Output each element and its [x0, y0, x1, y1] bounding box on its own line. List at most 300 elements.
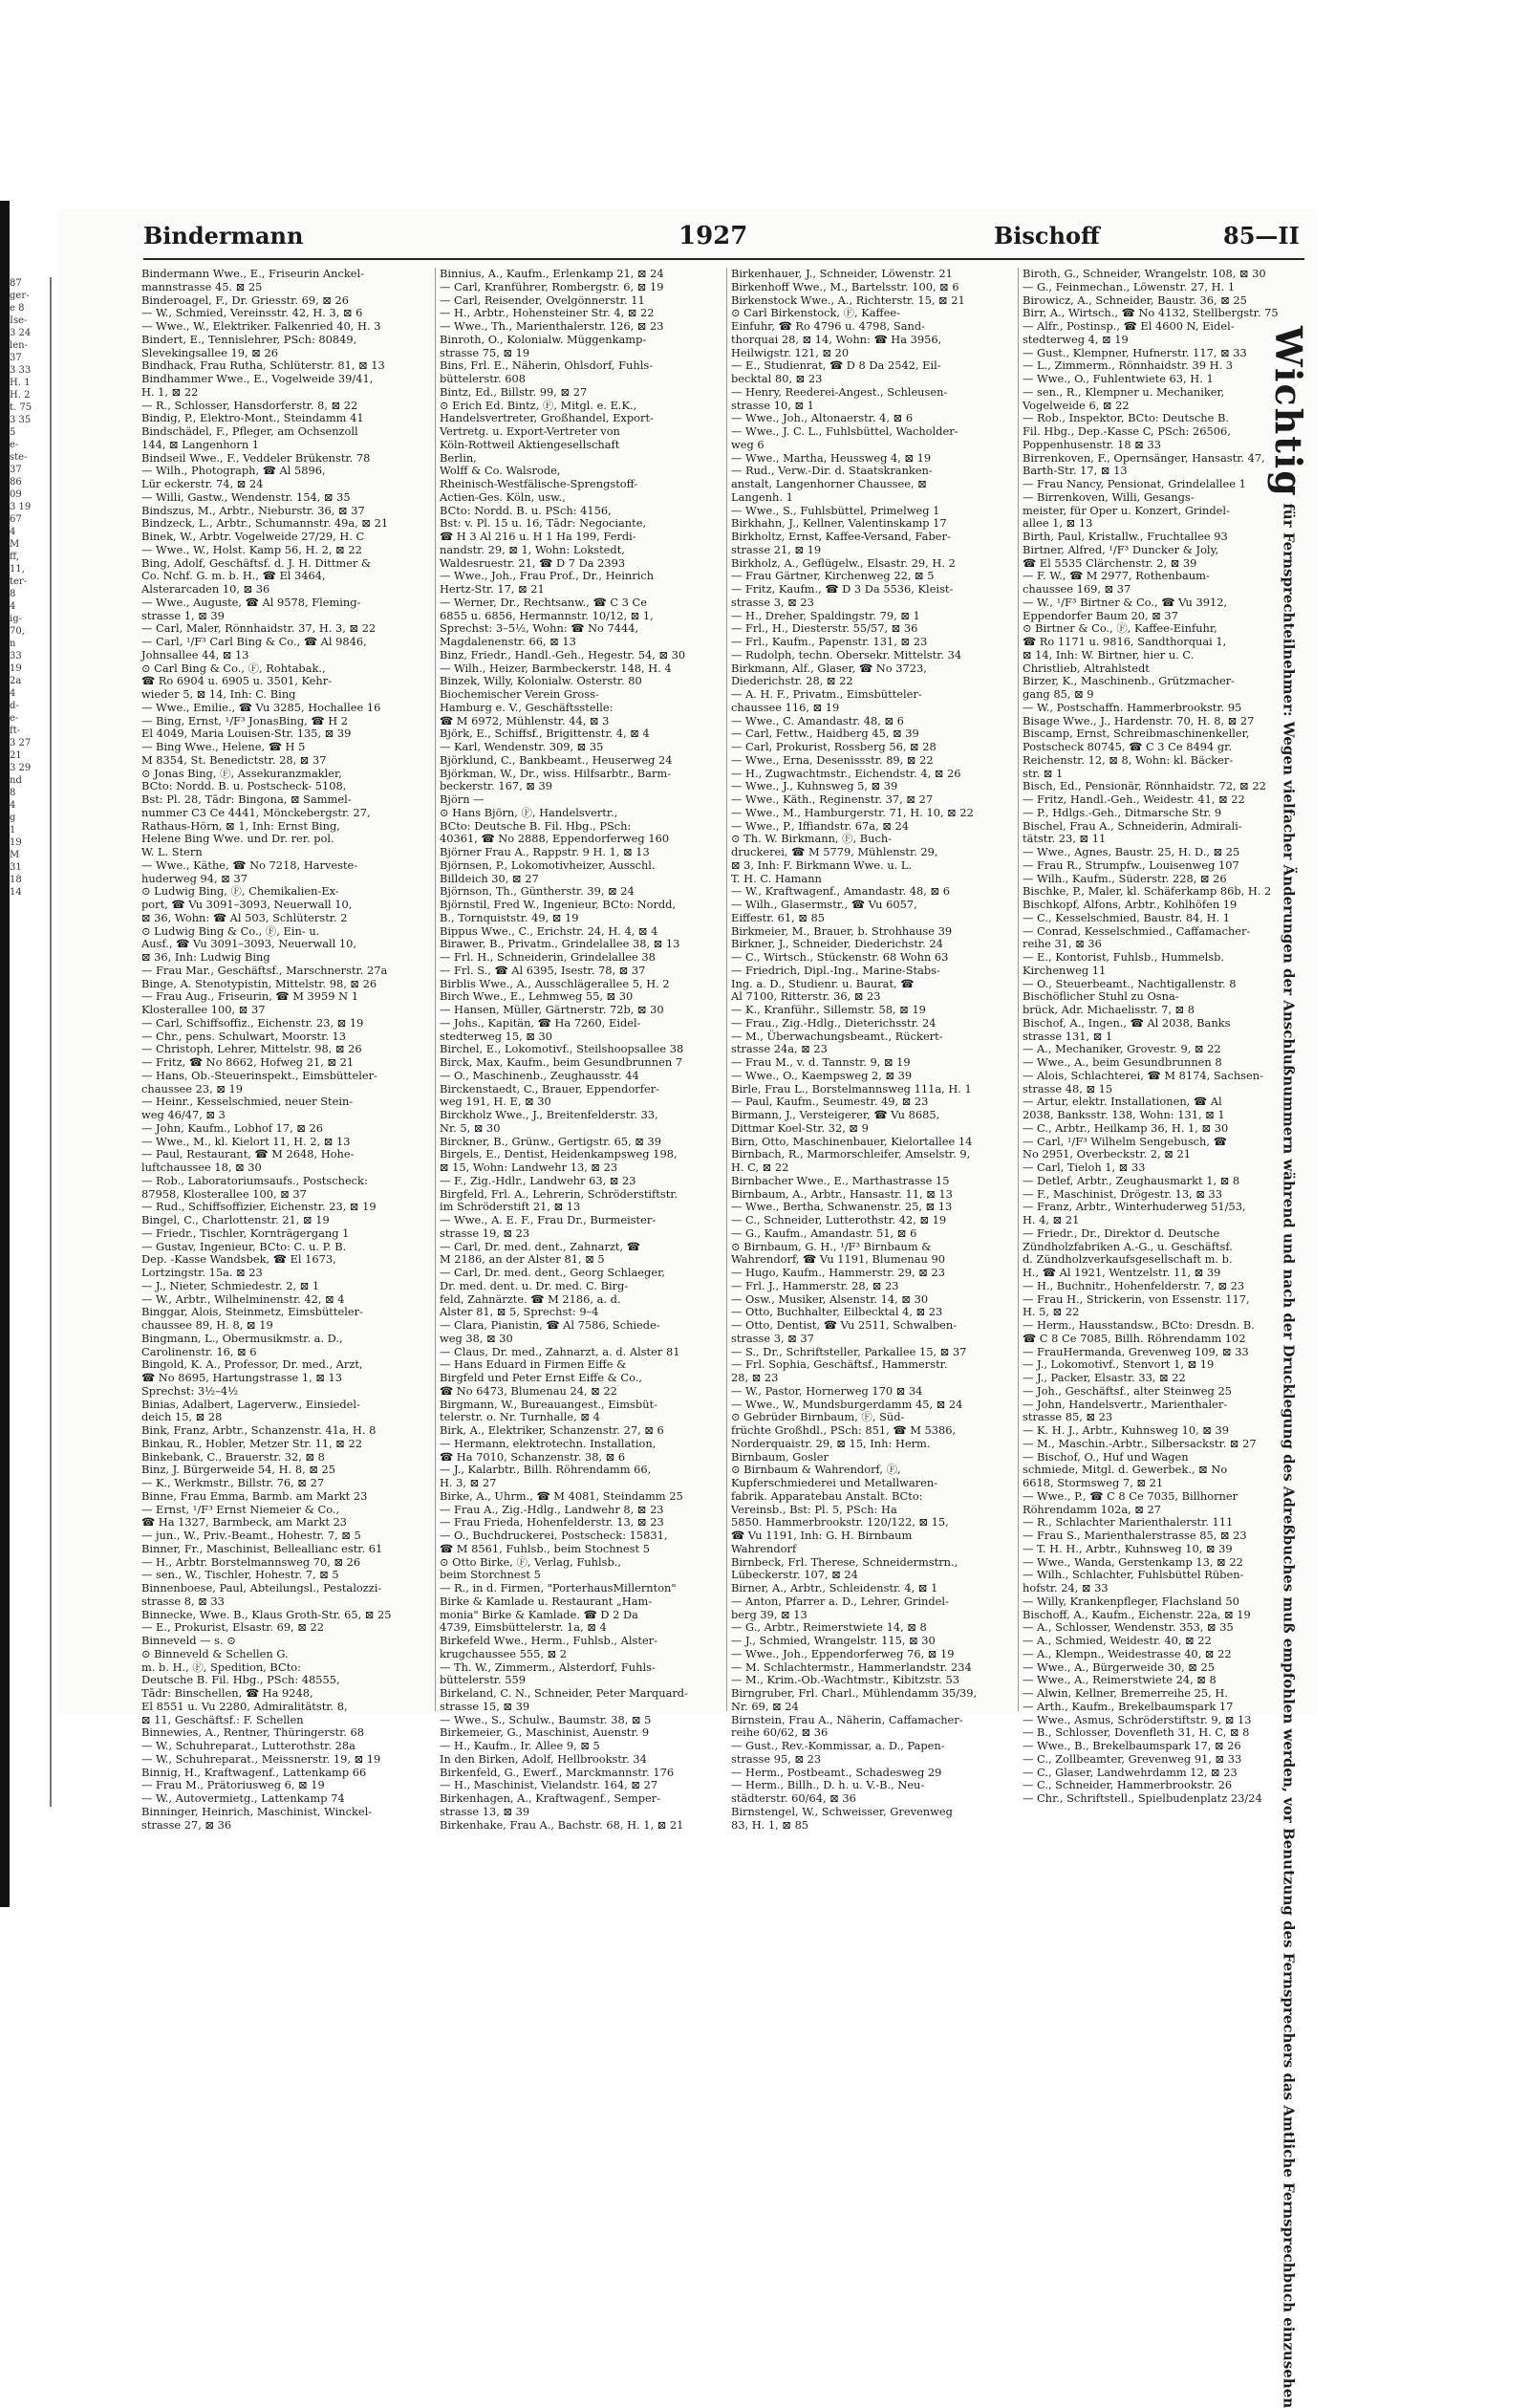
directory-entry: ☎ Ro 6904 u. 6905 u. 3501, Kehr-: [141, 674, 333, 688]
previous-page-fragment: e-: [10, 713, 19, 724]
directory-entry: strasse 85, ⊠ 23: [1023, 1410, 1113, 1424]
directory-entry: Birkefeld Wwe., Herm., Fuhlsb., Alster-: [440, 1634, 658, 1647]
directory-entry: Poppenhusenstr. 18 ⊠ 33: [1023, 437, 1161, 451]
directory-entry: Binek, W., Arbtr. Vogelweide 27/29, H. C: [141, 530, 365, 543]
page-header: [143, 218, 1304, 258]
directory-entry: — Carl, Tieloh 1, ⊠ 33: [1023, 1161, 1146, 1174]
directory-entry: — W., Schuhreparat., Meissnerstr. 19, ⊠ 19: [141, 1751, 381, 1766]
previous-page-fragment: 67: [10, 514, 22, 525]
previous-page-fragment: 8: [10, 589, 16, 599]
directory-entry: ⊙ Birnbaum & Wahrendorf, Ⓕ,: [731, 1463, 901, 1477]
directory-entry: Birkenstock Wwe., A., Richterstr. 15, ⊠ 21: [731, 293, 965, 307]
previous-page-fragment: 37: [10, 353, 22, 363]
previous-page-fragment: 09: [10, 489, 22, 500]
directory-entry: Birkmeier, M., Brauer, b. Strohhause 39: [731, 923, 953, 938]
directory-entry: — Carl, ¹/F³ Carl Bing & Co., ☎ Al 9846,: [141, 635, 367, 648]
directory-entry: Actien-Ges. Köln, usw.,: [440, 489, 566, 504]
directory-entry: B., Tornquiststr. 49, ⊠ 19: [440, 910, 579, 924]
directory-entry: — Wwe., Th., Marienthalerstr. 126, ⊠ 23: [440, 319, 664, 333]
scan-border: [0, 201, 10, 1907]
directory-entry: — Wwe., Joh., Altonaerstr. 4, ⊠ 6: [731, 411, 914, 425]
directory-entry: Wolff & Co. Walsrode,: [440, 464, 561, 478]
directory-entry: ☎ M 6972, Mühlenstr. 44, ⊠ 3: [440, 713, 610, 727]
directory-entry: Birkenfeld, G., Ewerf., Marckmannstr. 176: [440, 1765, 675, 1779]
directory-entry: — K., Kranführ., Sillemstr. 58, ⊠ 19: [731, 1003, 926, 1016]
directory-entry: Hertz-Str. 17, ⊠ 21: [440, 582, 545, 596]
directory-entry: ⊙ Binneveld & Schellen G.: [141, 1646, 289, 1660]
directory-entry: Birth, Paul, Kristallw., Fruchtallee 93: [1023, 530, 1228, 543]
directory-entry: berg 39, ⊠ 13: [731, 1607, 808, 1621]
directory-entry: T. H. C. Hamann: [731, 871, 822, 885]
directory-entry: — Wwe., M., kl. Kielort 11, H. 2, ⊠ 13: [141, 1134, 351, 1148]
directory-entry: Ausf., ☎ Vu 3091–3093, Neuerwall 10,: [141, 937, 357, 951]
previous-page-fragment: 19: [10, 837, 22, 848]
directory-entry: Birckholz Wwe., J., Breitenfelderstr. 33,: [440, 1108, 658, 1121]
directory-entry: Binnewies, A., Rentner, Thüringerstr. 68: [141, 1725, 364, 1740]
directory-entry: — Frau., Zig.-Hdlg., Dieterichsstr. 24: [731, 1015, 937, 1030]
directory-entry: Biscamp, Ernst, Schreibmaschinenkeller,: [1023, 727, 1250, 741]
directory-entry: — Wwe., J. C. L., Fuhlsbüttel, Wacholder-: [731, 424, 958, 438]
directory-entry: strasse 1, ⊠ 39: [141, 608, 225, 622]
directory-entry: — Joh., Geschäftsf., alter Steinweg 25: [1023, 1383, 1232, 1398]
directory-entry: ☎ El 5535 Clärchenstr. 2, ⊠ 39: [1023, 555, 1197, 570]
directory-entry: Bing, Adolf, Geschäftsf. d. J. H. Dittmer &: [141, 555, 372, 570]
directory-entry: — Arth., Kaufm., Brekelbaumspark 17: [1023, 1699, 1234, 1713]
directory-entry: büttelerstr. 559: [440, 1673, 526, 1687]
directory-entry: Birgfeld, Frl. A., Lehrerin, Schröderstiftstr.: [440, 1186, 678, 1201]
directory-entry: — Frl. S., ☎ Al 6395, Isestr. 78, ⊠ 37: [440, 963, 646, 977]
directory-entry: Bindert, E., Tennislehrer, PSch: 80849,: [141, 332, 357, 346]
directory-entry: — R., Schlosser, Hansdorferstr. 8, ⊠ 22: [141, 398, 358, 412]
directory-entry: anstalt, Langenhorner Chaussee, ⊠: [731, 477, 927, 490]
directory-entry: weg 38, ⊠ 30: [440, 1331, 513, 1345]
directory-entry: Birkholz, A., Geflügelw., Elsastr. 29, H. 2: [731, 555, 956, 570]
directory-entry: Björnstil, Fred W., Ingenieur, BCto: Nordd,: [440, 898, 677, 911]
directory-entry: Bischel, Frau A., Schneiderin, Admirali-: [1023, 818, 1242, 833]
directory-entry: — Frl. Sophia, Geschäftsf., Hammerstr.: [731, 1357, 948, 1372]
directory-entry: Birmann, J., Versteigerer, ☎ Vu 8685,: [731, 1108, 940, 1121]
previous-page-fragment: 70,: [10, 626, 25, 637]
previous-page-fragment: ter-: [10, 576, 28, 587]
directory-entry: Birnstengel, W., Schweisser, Grevenweg: [731, 1804, 953, 1818]
directory-entry: Nr. 5, ⊠ 30: [440, 1120, 501, 1135]
directory-entry: H., ☎ Al 1921, Wentzelstr. 11, ⊠ 39: [1023, 1266, 1221, 1279]
directory-entry: ☎ H 3 Al 216 u. H 1 Ha 199, Ferdi-: [440, 530, 636, 543]
directory-entry: 6618, Stormsweg 7, ⊠ 21: [1023, 1476, 1164, 1489]
directory-entry: monia" Birke & Kamlade. ☎ D 2 Da: [440, 1607, 638, 1621]
directory-entry: Birnbaum, A., Arbtr., Hansastr. 11, ⊠ 13: [731, 1186, 953, 1201]
directory-entry: — Wwe., B., Brekelbaumspark 17, ⊠ 26: [1023, 1739, 1241, 1752]
directory-entry: — T. H. H., Arbtr., Kuhnsweg 10, ⊠ 39: [1023, 1541, 1233, 1555]
directory-entry: schmiede, Mitgl. d. Gewerbek., ⊠ No: [1023, 1463, 1228, 1477]
directory-entry: — Bing, Ernst, ¹/F³ JonasBing, ☎ H 2: [141, 713, 349, 727]
directory-entry: Carolinenstr. 16, ⊠ 6: [141, 1344, 257, 1358]
directory-entry: — Wwe., Joh., Eppendorferweg 76, ⊠ 19: [731, 1646, 955, 1660]
directory-entry: — Gust., Rev.-Kommissar, a. D., Papen-: [731, 1739, 945, 1752]
directory-entry: — E., Prokurist, Elsastr. 69, ⊠ 22: [141, 1620, 324, 1635]
directory-entry: — Wwe., C. Amandastr. 48, ⊠ 6: [731, 713, 904, 727]
directory-entry: — Wwe., A., beim Gesundbrunnen 8: [1023, 1055, 1222, 1069]
directory-entry: — H., Kaufm., Ir. Allee 9, ⊠ 5: [440, 1739, 600, 1752]
directory-entry: — Frau M., Prätoriusweg 6, ⊠ 19: [141, 1778, 325, 1792]
directory-entry: — C., Schneider, Lutterothstr. 42, ⊠ 19: [731, 1213, 947, 1226]
directory-entry: Waldesruestr. 21, ☎ D 7 Da 2393: [440, 555, 626, 570]
previous-page-fragment: 18: [10, 875, 22, 885]
directory-entry: BCto: Nordd. B. u. PSch: 4156,: [440, 503, 612, 517]
directory-entry: Wahrendorf: [731, 1541, 797, 1555]
directory-entry: Birchel, E., Lokomotivf., Steilshoopsallee 38: [440, 1042, 684, 1056]
previous-page-fragment: 1: [10, 825, 16, 835]
directory-entry: Helene Bing Wwe. und Dr. rer. pol.: [141, 832, 334, 846]
directory-entry: hofstr. 24, ⊠ 33: [1023, 1581, 1109, 1594]
directory-entry: Hamburg e. V., Geschäftsstelle:: [440, 700, 614, 714]
directory-entry: Co. Nchf. G. m. b. H., ☎ El 3464,: [141, 569, 326, 583]
directory-entry: strasse 10, ⊠ 1: [731, 398, 814, 412]
directory-entry: — Wwe., O., Fuhlentwiete 63, H. 1: [1023, 372, 1214, 385]
directory-entry: gang 85, ⊠ 9: [1023, 687, 1094, 701]
directory-entry: luftchaussee 18, ⊠ 30: [141, 1161, 262, 1174]
directory-entry: — O., Buchdruckerei, Postscheck: 15831,: [440, 1529, 668, 1542]
page-number: 85—II: [1223, 222, 1300, 249]
directory-entry: — Gustav, Ingenieur, BCto: C. u. P. B.: [141, 1239, 347, 1253]
previous-page-fragment: 87: [10, 278, 22, 289]
directory-entry: — Wwe., S., Schulw., Baumstr. 38, ⊠ 5: [440, 1712, 652, 1726]
directory-entry: Björner Frau A., Rappstr. 9 H. 1, ⊠ 13: [440, 845, 650, 858]
previous-page-fragment: len-: [10, 340, 28, 351]
directory-entry: Magdalenenstr. 66, ⊠ 13: [440, 635, 576, 648]
directory-entry: nummer C3 Ce 4441, Mönckebergstr. 27,: [141, 805, 371, 819]
directory-entry: — John, Kaufm., Lobhof 17, ⊠ 26: [141, 1120, 324, 1135]
directory-entry: — Wwe., W., Elektriker. Falkenried 40, H. 3: [141, 319, 381, 333]
directory-entry: — H., Buchnitr., Hohenfelderstr. 7, ⊠ 23: [1023, 1278, 1245, 1292]
directory-entry: ☎ Vu 1191, Inh: G. H. Birnbaum: [731, 1529, 913, 1542]
previous-page-fragment: 3 24: [10, 328, 32, 338]
directory-entry: Bisage Wwe., J., Hardenstr. 70, H. 8, ⊠ 27: [1023, 713, 1255, 727]
directory-entry: — R., in d. Firmen, "PorterhausMillernton": [440, 1581, 677, 1594]
directory-entry: — FrauHermanda, Grevenweg 109, ⊠ 33: [1023, 1344, 1249, 1358]
directory-entry: Christlieb, Altrahlstedt: [1023, 661, 1150, 675]
previous-page-fragment: 33: [10, 651, 22, 662]
directory-entry: Björnsen, P., Lokomotivheizer, Ausschl.: [440, 857, 656, 872]
directory-entry: Bischof, A., Ingen., ☎ Al 2038, Banks: [1023, 1015, 1231, 1030]
directory-entry: Deutsche B. Fil. Hbg., PSch: 48555,: [141, 1673, 340, 1687]
directory-entry: — Osw., Musiker, Alsenstr. 14, ⊠ 30: [731, 1291, 929, 1306]
directory-entry: Rathaus-Hörn, ⊠ 1, Inh: Ernst Bing,: [141, 818, 340, 833]
directory-entry: — Herm., Billh., D. h. u. V.-B., Neu-: [731, 1778, 925, 1792]
directory-entry: — Carl, Kranführer, Rombergstr. 6, ⊠ 19: [440, 279, 664, 293]
directory-entry: Birckenstaedt, C., Brauer, Eppendorfer-: [440, 1081, 659, 1096]
previous-page-fragment: 3 35: [10, 415, 32, 425]
directory-entry: im Schröderstift 21, ⊠ 13: [440, 1200, 581, 1214]
directory-entry: str. ⊠ 1: [1023, 766, 1064, 780]
directory-entry: strasse 15, ⊠ 39: [440, 1699, 530, 1713]
directory-entry: — Fritz, ☎ No 8662, Hofweg 21, ⊠ 21: [141, 1055, 355, 1069]
directory-entry: strasse 48, ⊠ 15: [1023, 1081, 1113, 1096]
directory-entry: Birch Wwe., E., Lehmweg 55, ⊠ 30: [440, 989, 634, 1004]
directory-entry: ⊙ Birtner & Co., Ⓕ, Kaffee-Einfuhr,: [1023, 621, 1217, 636]
directory-entry: ⊙ Carl Bing & Co., Ⓕ, Rohtabak.,: [141, 661, 326, 675]
directory-entry: — Franz, Arbtr., Winterhuderweg 51/53,: [1023, 1200, 1246, 1214]
directory-entry: Birr, A., Wirtsch., ☎ No 4132, Stellbergstr. 75: [1023, 306, 1279, 320]
directory-entry: früchte Großhdl., PSch: 851, ☎ M 5386,: [731, 1423, 957, 1437]
directory-entry: — A. H. F., Privatm., Eimsbütteler-: [731, 687, 922, 701]
directory-entry: — Herm., Hausstandsw., BCto: Dresdn. B.: [1023, 1318, 1255, 1332]
directory-entry: Alster 81, ⊠ 5, Sprechst: 9–4: [440, 1305, 599, 1319]
previous-page-fragment: H. 2: [10, 390, 31, 401]
previous-page-fragment: nd: [10, 775, 22, 786]
directory-entry: ☎ C 8 Ce 7085, Billh. Röhrendamm 102: [1023, 1331, 1246, 1345]
directory-entry: Slevekingsallee 19, ⊠ 26: [141, 345, 278, 359]
directory-entry: ⊠ 36, Wohn: ☎ Al 503, Schlüterstr. 2: [141, 910, 348, 924]
directory-entry: — Frl., H., Diesterstr. 55/57, ⊠ 36: [731, 621, 918, 636]
directory-entry: — Wwe., Bertha, Schwanenstr. 25, ⊠ 13: [731, 1200, 953, 1214]
directory-entry: Birnbacher Wwe., E., Marthastrasse 15: [731, 1173, 950, 1187]
directory-entry: Binner, Fr., Maschinist, Belleallianc estr. 61: [141, 1541, 383, 1555]
directory-entry: — Johs., Kapitän, ☎ Ha 7260, Eidel-: [440, 1015, 641, 1030]
directory-entry: Birkenhagen, A., Kraftwagenf., Semper-: [440, 1791, 661, 1805]
directory-entry: strasse 13, ⊠ 39: [440, 1804, 530, 1818]
directory-entry: Birk, A., Elektriker, Schanzenstr. 27, ⊠ 6: [440, 1423, 664, 1437]
directory-entry: Fil. Hbg., Dep.-Kasse C, PSch: 26506,: [1023, 424, 1231, 438]
directory-entry: M 8354, St. Benedictstr. 28, ⊠ 37: [141, 752, 327, 767]
directory-entry: ⊠ 15, Wohn: Landwehr 13, ⊠ 23: [440, 1161, 618, 1174]
directory-page: [57, 208, 1317, 2408]
directory-entry: Wahrendorf, ☎ Vu 1191, Blumenau 90: [731, 1252, 945, 1267]
directory-entry: Birck, Max, Kaufm., beim Gesundbrunnen 7: [440, 1055, 683, 1069]
previous-page-fragment: 8: [10, 788, 16, 798]
directory-entry: — Wwe., P., Iffiandstr. 67a, ⊠ 24: [731, 818, 909, 833]
directory-entry: Birle, Frau L., Borstelmannsweg 111a, H. 1: [731, 1081, 972, 1096]
directory-entry: — Karl, Wendenstr. 309, ⊠ 35: [440, 740, 604, 753]
directory-entry: — W., Postschaffn. Hammerbrookstr. 95: [1023, 700, 1242, 714]
directory-entry: — G., Kaufm., Amandastr. 51, ⊠ 6: [731, 1226, 917, 1240]
directory-entry: — Friedr., Dr., Direktor d. Deutsche: [1023, 1226, 1220, 1240]
previous-page-fragment: 14: [10, 887, 22, 898]
directory-entry: ⊙ Ludwig Bing & Co., Ⓕ, Ein- u.: [141, 923, 320, 938]
directory-entry: — S., Dr., Schriftsteller, Parkallee 15, ⊠ 37: [731, 1344, 967, 1358]
directory-entry: Langenh. 1: [731, 489, 793, 504]
directory-entry: — E., Kontorist, Fuhlsb., Hummelsb.: [1023, 950, 1225, 964]
directory-column-4: [1018, 267, 1279, 1805]
directory-entry: — Rud., Verw.-Dir. d. Staatskranken-: [731, 464, 933, 478]
directory-entry: Birgfeld und Peter Ernst Eiffe & Co.,: [440, 1371, 643, 1384]
directory-entry: Lür eckerstr. 74, ⊠ 24: [141, 477, 264, 490]
directory-entry: — Wwe., Emilie., ☎ Vu 3285, Hochallee 16: [141, 700, 381, 714]
directory-entry: Birkhahn, J., Kellner, Valentinskamp 17: [731, 516, 947, 531]
directory-entry: — Alfr., Postinsp., ☎ El 4600 N, Eidel-: [1023, 319, 1235, 333]
directory-entry: Binninger, Heinrich, Maschinist, Winckel-: [141, 1804, 373, 1818]
previous-page-fragment: 31: [10, 862, 22, 873]
directory-entry: Bischoff, A., Kaufm., Eichenstr. 22a, ⊠ 19: [1023, 1607, 1251, 1621]
directory-entry: — Henry, Reederei-Angest., Schleusen-: [731, 384, 948, 399]
directory-entry: M 2186, an der Alster 81, ⊠ 5: [440, 1252, 605, 1267]
directory-entry: — Wwe., Erna, Desenissstr. 89, ⊠ 22: [731, 752, 934, 767]
side-notice-text: für Fernsprechteilnehmer: Wegen vielfacher Änderungen der Anschlußnummern während und nach der Drucklegung des Adreßbuches muß empfohlen werden, vor Benutzung des Fernsprechers das Amtliche Fernsprechbuch einzusehen: [1280, 503, 1298, 2408]
directory-entry: Bisch, Ed., Pensionär, Rönnhaidstr. 72, ⊠ 22: [1023, 779, 1266, 793]
directory-entry: — J., Packer, Elsastr. 33, ⊠ 22: [1023, 1371, 1186, 1384]
directory-entry: El 4049, Maria Louisen-Str. 135, ⊠ 39: [141, 727, 352, 741]
directory-entry: Binz, J. Bürgerweide 54, H. 8, ⊠ 25: [141, 1463, 335, 1477]
directory-entry: tätstr. 23, ⊠ 11: [1023, 832, 1107, 846]
directory-entry: Bst: Pl. 28, Tādr: Bingona, ⊠ Sammel-: [141, 792, 352, 806]
directory-entry: Vogelweide 6, ⊠ 22: [1023, 398, 1130, 412]
directory-entry: Birtner, Alfred, ¹/F³ Duncker & Joly,: [1023, 542, 1219, 556]
directory-entry: — Rudolph, techn. Obersekr. Mittelstr. 34: [731, 647, 962, 662]
directory-entry: 83, H. 1, ⊠ 85: [731, 1817, 809, 1832]
directory-entry: Birnstein, Frau A., Näherin, Caffamacher-: [731, 1712, 963, 1726]
directory-entry: Köln-Rottweil Aktiengesellschaft: [440, 437, 620, 451]
previous-page-fragment: 4: [10, 800, 16, 811]
directory-entry: Bischöflicher Stuhl zu Osna-: [1023, 989, 1179, 1004]
directory-entry: Birkemeier, G., Maschinist, Auenstr. 9: [440, 1725, 650, 1740]
directory-entry: — Conrad, Kesselschmied., Caffamacher-: [1023, 923, 1251, 938]
directory-entry: — W., Schuhreparat., Lutterothstr. 28a: [141, 1739, 355, 1752]
directory-entry: — Frau A., Zig.-Hdlg., Landwehr 8, ⊠ 23: [440, 1502, 664, 1516]
directory-entry: — Alwin, Kellner, Bremerreihe 25, H.: [1023, 1686, 1228, 1700]
directory-entry: Eppendorfer Baum 20, ⊠ 37: [1023, 608, 1178, 622]
directory-entry: — K. H. J., Arbtr., Kuhnsweg 10, ⊠ 39: [1023, 1423, 1229, 1437]
previous-page-fragment: 11,: [10, 564, 25, 575]
directory-entry: — Bischof, O., Huf und Wagen: [1023, 1449, 1189, 1464]
directory-entry: — Wwe., W., Holst. Kamp 56, H. 2, ⊠ 22: [141, 542, 362, 556]
directory-entry: — Frl. H., Schneiderin, Grindelallee 38: [440, 950, 656, 964]
directory-entry: Birn, Otto, Maschinenbauer, Kielortallee 14: [731, 1134, 973, 1148]
directory-entry: — M., Überwachungsbeamt., Rückert-: [731, 1029, 943, 1043]
directory-entry: — Frau R., Strumpfw., Louisenweg 107: [1023, 857, 1239, 872]
directory-entry: — C., Kesselschmied, Baustr. 84, H. 1: [1023, 910, 1230, 924]
directory-entry: — J., Lokomotivf., Stenvort 1, ⊠ 19: [1023, 1357, 1215, 1372]
directory-entry: Birkenhake, Frau A., Bachstr. 68, H. 1, ⊠ 21: [440, 1817, 684, 1832]
previous-page-fragment: 19: [10, 663, 22, 674]
directory-entry: ⊠ 3, Inh: F. Birkmann Wwe. u. L.: [731, 857, 913, 872]
directory-entry: — Th. W., Zimmerm., Alsterdorf, Fuhls-: [440, 1660, 656, 1674]
directory-entry: — Carl, ¹/F³ Wilhelm Sengebusch, ☎: [1023, 1134, 1227, 1148]
directory-entry: — Wwe., Käthe, ☎ No 7218, Harveste-: [141, 857, 358, 872]
previous-page-fragment: d-: [10, 701, 19, 711]
directory-entry: — Carl, Maler, Rönnhaidstr. 37, H. 3, ⊠ 22: [141, 621, 377, 636]
directory-entry: 87958, Klosterallee 100, ⊠ 37: [141, 1186, 307, 1201]
directory-entry: Nr. 69, ⊠ 24: [731, 1699, 799, 1713]
directory-entry: stedterweg 15, ⊠ 30: [440, 1029, 553, 1043]
directory-entry: chaussee 89, H. 8, ⊠ 19: [141, 1318, 273, 1332]
directory-entry: Zündholzfabriken A.-G., u. Geschäftsf.: [1023, 1239, 1233, 1253]
directory-entry: — Wilh., Glasermstr., ☎ Vu 6057,: [731, 898, 917, 911]
directory-entry: Heilwigstr. 121, ⊠ 20: [731, 345, 850, 359]
header-rule: [143, 258, 1304, 260]
directory-entry: weg 6: [731, 437, 764, 451]
previous-page-fragment: M: [10, 850, 20, 860]
directory-entry: m. b. H., Ⓕ, Spedition, BCto:: [141, 1660, 301, 1674]
directory-entry: Birkmann, Alf., Glaser, ☎ No 3723,: [731, 661, 927, 675]
directory-entry: — Otto, Dentist, ☎ Vu 2511, Schwalben-: [731, 1318, 958, 1332]
directory-entry: BCto: Nordd. B. u. Postscheck- 5108,: [141, 779, 347, 793]
directory-entry: Kupferschmiederei und Metallwaren-: [731, 1476, 938, 1489]
directory-entry: Kirchenweg 11: [1023, 963, 1107, 977]
directory-entry: H. 4, ⊠ 21: [1023, 1213, 1080, 1226]
directory-entry: — Paul, Kaufm., Seumestr. 49, ⊠ 23: [731, 1095, 929, 1109]
directory-entry: 2038, Banksstr. 138, Wohn: 131, ⊠ 1: [1023, 1108, 1225, 1121]
directory-entry: — W., Arbtr., Wilhelminenstr. 42, ⊠ 4: [141, 1291, 345, 1306]
directory-entry: — Detlef, Arbtr., Zeughausmarkt 1, ⊠ 8: [1023, 1173, 1240, 1187]
directory-entry: — H., Maschinist, Vielandstr. 164, ⊠ 27: [440, 1778, 658, 1792]
directory-entry: — F., Zig.-Hdlr., Landwehr 63, ⊠ 23: [440, 1173, 636, 1187]
previous-page-fragment: 4: [10, 527, 16, 537]
directory-entry: — Rob., Laboratoriumsaufs., Postscheck:: [141, 1173, 368, 1187]
directory-entry: — Wilh., Heizer, Barmbeckerstr. 148, H. 4: [440, 661, 672, 675]
directory-entry: — O., Maschinenb., Zeughausstr. 44: [440, 1068, 639, 1082]
directory-entry: ⊙ Th. W. Birkmann, Ⓕ, Buch-: [731, 832, 893, 846]
directory-entry: Bindhammer Wwe., E., Vogelweide 39/41,: [141, 372, 374, 385]
directory-entry: strasse 131, ⊠ 1: [1023, 1029, 1113, 1043]
directory-entry: — Wwe., Käth., Reginenstr. 37, ⊠ 27: [731, 792, 934, 806]
directory-entry: — Wwe., Wanda, Gerstenkamp 13, ⊠ 22: [1023, 1554, 1243, 1569]
directory-entry: — Hermann, elektrotechn. Installation,: [440, 1436, 657, 1450]
side-notice-heading: Wichtig: [1267, 326, 1310, 498]
directory-entry: Tādr: Binschellen, ☎ Ha 9248,: [141, 1686, 313, 1700]
directory-entry: d. Zündholzverkaufsgesellschaft m. b.: [1023, 1252, 1233, 1267]
directory-entry: wieder 5, ⊠ 14, Inh: C. Bing: [141, 687, 296, 701]
directory-entry: chaussee 116, ⊠ 19: [731, 700, 840, 714]
directory-entry: Björnson, Th., Güntherstr. 39, ⊠ 24: [440, 884, 635, 899]
previous-page-fragment: 2a: [10, 676, 22, 686]
previous-page-fragment: ste-: [10, 452, 28, 463]
directory-entry: Bindhack, Frau Rutha, Schlüterstr. 81, ⊠ 13: [141, 358, 385, 373]
directory-entry: — Wwe., A., Reimerstwiete 24, ⊠ 8: [1023, 1673, 1217, 1687]
directory-entry: — Willy, Krankenpfleger, Flachsland 50: [1023, 1594, 1239, 1608]
directory-entry: H. C, ⊠ 22: [731, 1161, 789, 1174]
directory-entry: Birgmann, W., Bureauangest., Eimsbüt-: [440, 1397, 657, 1411]
directory-entry: — A., Schlosser, Wendenstr. 353, ⊠ 35: [1023, 1620, 1234, 1635]
directory-entry: — F. W., ☎ M 2977, Rothenbaum-: [1023, 569, 1210, 583]
directory-entry: — G., Arbtr., Reimerstwiete 14, ⊠ 8: [731, 1620, 927, 1635]
directory-entry: Björklund, C., Bankbeamt., Heuserweg 24: [440, 752, 673, 767]
directory-entry: Reichenstr. 12, ⊠ 8, Wohn: kl. Bäcker-: [1023, 752, 1234, 767]
directory-entry: — H., Arbtr., Hohensteiner Str. 4, ⊠ 22: [440, 306, 655, 320]
directory-entry: Bindzeck, L., Arbtr., Schumannstr. 49a, ⊠ 21: [141, 516, 389, 531]
directory-entry: Ing. a. D., Studienr. u. Baurat, ☎: [731, 976, 915, 990]
directory-entry: Dittmar Koel-Str. 32, ⊠ 9: [731, 1120, 869, 1135]
directory-entry: — Wwe., J., Kuhnsweg 5, ⊠ 39: [731, 779, 898, 793]
directory-entry: — Carl, Prokurist, Rossberg 56, ⊠ 28: [731, 740, 937, 753]
directory-entry: Binneveld — s. ⊙: [141, 1634, 236, 1647]
directory-entry: Bindseil Wwe., F., Veddeler Brükenstr. 78: [141, 450, 371, 465]
directory-entry: — Carl, Dr. med. dent., Georg Schlaeger,: [440, 1266, 665, 1279]
directory-entry: Birke, A., Uhrm., ☎ M 4081, Steindamm 25: [440, 1488, 683, 1503]
previous-page-fragment: 21: [10, 750, 22, 761]
directory-entry: Bingold, K. A., Professor, Dr. med., Arzt,: [141, 1357, 363, 1372]
previous-page-fragment: ft-: [10, 726, 21, 736]
directory-entry: El 8551 u. Vu 2280, Admiralitätstr. 8,: [141, 1699, 348, 1713]
directory-entry: — Wwe., Martha, Heussweg 4, ⊠ 19: [731, 450, 932, 465]
directory-entry: brück, Adr. Michaelisstr. 7, ⊠ 8: [1023, 1003, 1195, 1016]
directory-entry: — E., Studienrat, ☎ D 8 Da 2542, Eil-: [731, 358, 941, 373]
directory-entry: beckerstr. 167, ⊠ 39: [440, 779, 552, 793]
directory-entry: — Heinr., Kesselschmied, neuer Stein-: [141, 1095, 354, 1109]
previous-page-fragment: ff,: [10, 552, 19, 562]
directory-entry: ☎ Ro 1171 u. 9816, Sandthorquai 1,: [1023, 635, 1227, 648]
directory-entry: Binnig, H., Kraftwagenf., Lattenkamp 66: [141, 1765, 367, 1779]
directory-entry: Biochemischer Verein Gross-: [440, 687, 599, 701]
previous-page-fragment: g: [10, 813, 16, 823]
directory-entry: — Christoph, Lehrer, Mittelstr. 98, ⊠ 26: [141, 1042, 362, 1056]
directory-entry: Vertretg. u. Export-Vertreter von: [440, 424, 620, 438]
directory-entry: Bingmann, L., Obermusikmstr. a. D.,: [141, 1331, 343, 1345]
directory-entry: — M., Krim.-Ob.-Wachtmstr., Kibitzstr. 53: [731, 1673, 959, 1687]
previous-page-fragment: 4: [10, 601, 16, 612]
directory-entry: 28, ⊠ 23: [731, 1371, 779, 1384]
directory-entry: reihe 31, ⊠ 36: [1023, 937, 1102, 951]
directory-entry: ⊙ Erich Ed. Bintz, Ⓕ, Mitgl. e. E.K.,: [440, 398, 637, 412]
